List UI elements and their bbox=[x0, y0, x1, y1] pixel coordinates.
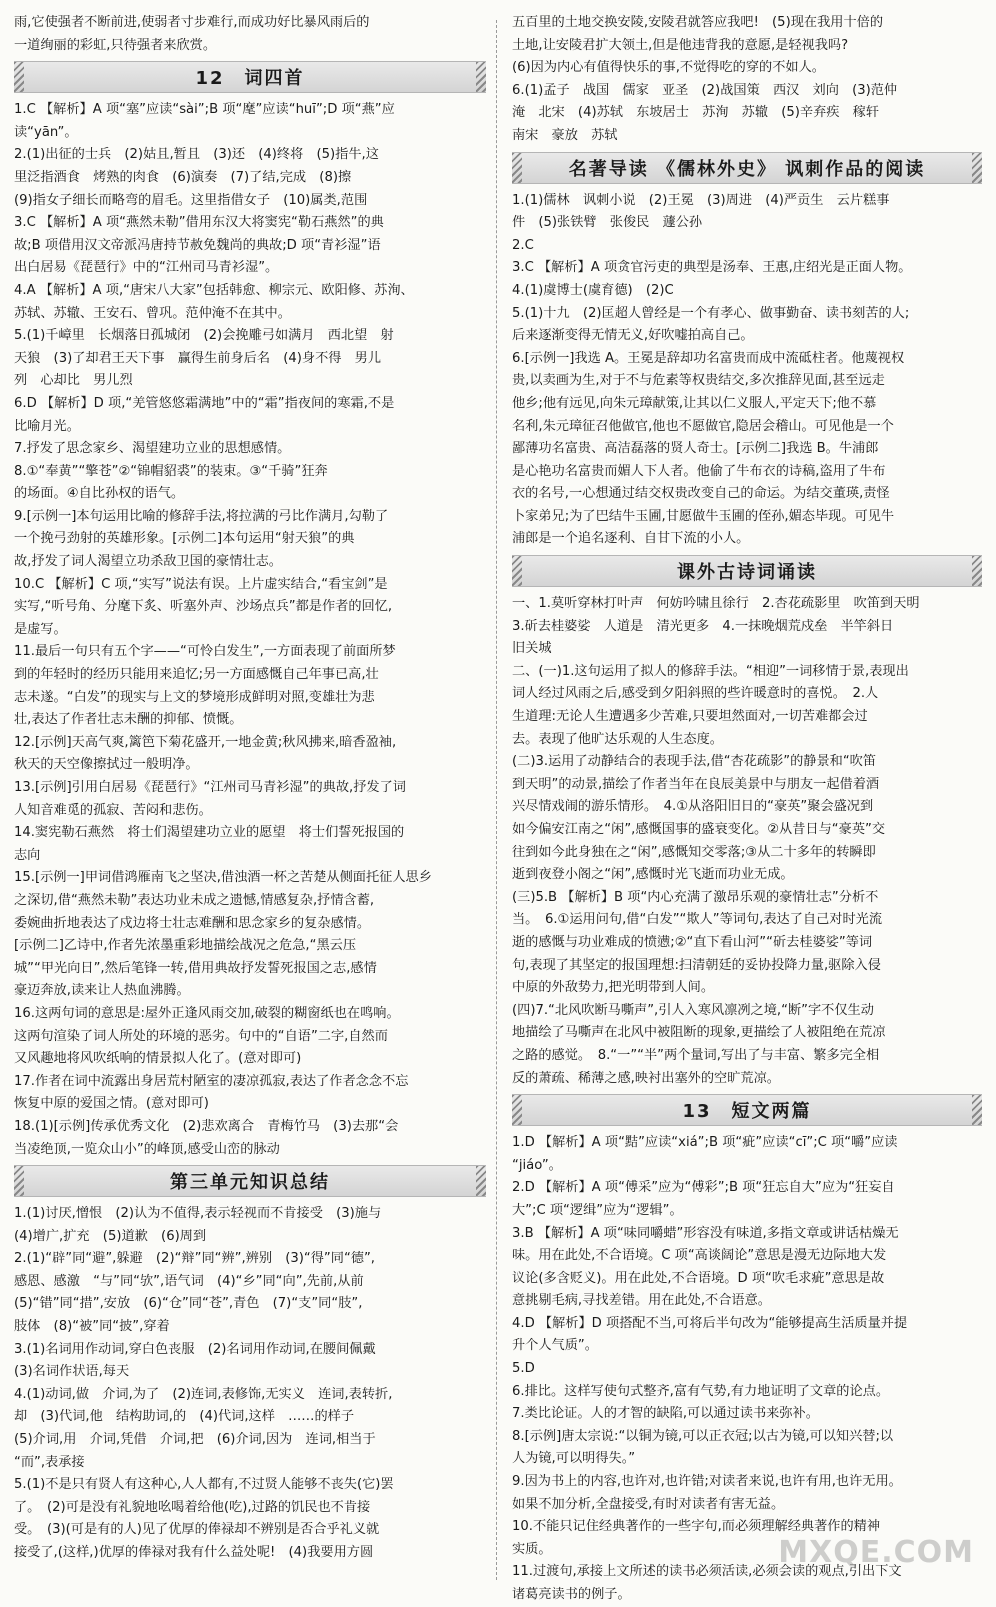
answer-line: (5)介词,用 介词,凭借 介词,把 (6)介词,因为 连词,相当于 bbox=[14, 1432, 376, 1448]
answer-line: 10.不能只记住经典著作的一些字句,而必须理解经典著作的精神 bbox=[512, 1519, 881, 1535]
answer-line: 他乡;他有远见,向朱元璋献策,让其以仁义服人,平定天下;他不慕 bbox=[512, 395, 877, 411]
answer-line: 五百里的土地交换安陵,安陵君就答应我吧! (5)现在我用十倍的 bbox=[512, 15, 884, 30]
answer-line: 3.C 【解析】A 项“燕然未勒”借用东汉大将窦宪“勒石燕然”的典 bbox=[14, 215, 384, 231]
site-watermark: MXQE.COM bbox=[778, 1535, 974, 1570]
answer-line: 浦郎是一个追名逐利、自甘下流的小人。 bbox=[512, 531, 750, 547]
answer-line: 1.(1)儒林 讽刺小说 (2)王冕 (3)周进 (4)严贡生 云片糕事 bbox=[512, 192, 890, 208]
answer-line: 14.窦宪勒石燕然 将士们渴望建功立业的愿望 将士们誓死报国的 bbox=[14, 825, 405, 841]
answer-line: 卜家弟兄;为了巴结牛玉圃,甘愿做牛玉圃的侄孙,媚态毕现。可见牛 bbox=[512, 508, 895, 524]
answer-line: 苏轼、苏辙、王安石、曾巩。范仲淹不在其中。 bbox=[14, 305, 291, 321]
section-header-unit3 bbox=[14, 1165, 486, 1197]
answer-line: 9.[示例一]本句运用比喻的修辞手法,将拉满的弓比作满月,勾勒了 bbox=[14, 508, 389, 524]
answer-line: 一、1.莫听穿林打叶声 何妨吟啸且徐行 2.杏花疏影里 吹笛到天明 bbox=[512, 596, 920, 612]
answer-line: 土地,让安陵君扩大领土,但是他违背我的意愿,是轻视我吗? bbox=[512, 37, 849, 53]
answer-line: 逝的感慨与功业难成的愤懑;②“直下看山河”“斫去桂婆娑”等词 bbox=[512, 934, 873, 950]
answer-line: 受。 (3)(可是有的人)见了优厚的俸禄却不辨别是否合乎礼义就 bbox=[14, 1522, 380, 1538]
answer-line: 去。表现了他旷达乐观的人生态度。 bbox=[512, 731, 723, 747]
answer-line: 实质。 bbox=[512, 1541, 552, 1557]
answer-line: 是心艳功名富贵而媚人下人者。他偷了牛布衣的诗稿,盗用了牛布 bbox=[512, 463, 886, 479]
answer-line: 一道绚丽的彩虹,只待强者来欣赏。 bbox=[14, 37, 217, 53]
answer-line: 志向 bbox=[14, 847, 41, 863]
answer-line: 12.[示例]天高气爽,篱笆下菊花盛开,一地金黄;秋风拂来,暗香盈袖, bbox=[14, 734, 397, 750]
answer-line: 7.抒发了思念家乡、渴望建功立业的思想感情。 bbox=[14, 441, 291, 457]
answer-line: 句,表现了其坚定的报国理想:扫清朝廷的妥协投降力量,驱除入侵 bbox=[512, 957, 881, 973]
answer-line: [示例二]乙诗中,作者先浓墨重彩地描绘战况之危急,“黑云压 bbox=[14, 938, 357, 954]
answer-line: 贵,以卖画为生,对于不与危素等权贵结交,多次推辞见面,甚至远走 bbox=[512, 373, 885, 389]
answer-line: 人为镜,可以明得失。” bbox=[512, 1451, 636, 1467]
answer-line: 4.(1)虞博士(虞育德) (2)C bbox=[512, 282, 674, 298]
answer-line: 议论(多含贬义)。用在此处,不合语境。D 项“吹毛求疵”意思是故 bbox=[512, 1270, 885, 1286]
answer-line: 读“yān”。 bbox=[14, 124, 78, 140]
answer-line: 人知音难觅的孤寂、苦闷和悲伤。 bbox=[14, 802, 212, 818]
answer-line: 5.(1)千嶂里 长烟落日孤城闭 (2)会挽雕弓如满月 西北望 射 bbox=[14, 328, 394, 344]
answer-line: 7.类比论证。人的才智的缺陷,可以通过读书来弥补。 bbox=[512, 1406, 819, 1422]
section-header-13 bbox=[512, 1094, 982, 1126]
answer-line: 二、(一)1.这句运用了拟人的修辞手法。“相迎”一词移情于景,表现出 bbox=[512, 663, 909, 679]
answer-line: 如今偏安江南之“闲”,感慨国事的盛衰变化。②从昔日与“豪英”交 bbox=[512, 822, 886, 837]
answer-line: 南宋 豪放 苏轼 bbox=[512, 127, 618, 143]
answer-line: 感恩、感激 “与”同“欤”,语气词 (4)“乡”同“向”,先前,从前 bbox=[14, 1273, 364, 1289]
answer-line: 反的萧疏、稀薄之感,映衬出塞外的空旷荒凉。 bbox=[512, 1070, 780, 1086]
answer-line: 地描绘了马嘶声在北风中被阻断的现象,更描绘了人被阻绝在荒凉 bbox=[512, 1025, 886, 1041]
answer-line: 18.(1)[示例]传承优秀文化 (2)悲欢离合 青梅竹马 (3)去那“会 bbox=[14, 1118, 399, 1134]
answer-line: 这两句渲染了词人所处的环境的恶劣。句中的“自语”二字,自然而 bbox=[14, 1028, 388, 1044]
answer-line: 11.过渡句,承接上文所述的读书必须活读,必须会读的观点,引出下文 bbox=[512, 1564, 902, 1580]
answer-line: 5.(1)不是只有贤人有这种心,人人都有,不过贤人能够不丧失(它)罢 bbox=[14, 1477, 394, 1493]
answer-line: 故;B 项借用汉文帝派冯唐持节赦免魏尚的典故;D 项“青衫湿”语 bbox=[14, 237, 381, 253]
answer-line: 6.D 【解析】D 项,“羌管悠悠霜满地”中的“霜”指夜间的寒霜,不是 bbox=[14, 395, 395, 411]
answer-line: 15.[示例一]甲词借鸿雁南飞之坚决,借浊酒一杯之苦楚从侧面托征人思乡 bbox=[14, 870, 432, 886]
answer-line: 了。 (2)可是没有礼貌地吆喝着给他(吃),过路的饥民也不肯接 bbox=[14, 1499, 371, 1515]
answer-line: 升个人气质”。 bbox=[512, 1338, 598, 1354]
answer-line: 1.C 【解析】A 项“塞”应读“sài”;B 项“麾”应读“huī”;D 项“燕”应 bbox=[14, 102, 395, 118]
answer-line: 1.(1)讨厌,憎恨 (2)认为不值得,表示轻视而不肯接受 (3)施与 bbox=[14, 1206, 382, 1222]
answer-line: 一个挽弓劲射的英雄形象。[示例二]本句运用“射天狼”的典 bbox=[14, 531, 355, 547]
answer-line: “而”,表承接 bbox=[14, 1454, 85, 1470]
answer-line: 件 (5)张铁臂 张俊民 蘧公孙 bbox=[512, 215, 703, 231]
answer-line: 又风趣地将风吹纸响的情景拟人化了。(意对即可) bbox=[14, 1051, 302, 1067]
answer-line: 志未遂。“白发”的现实与上文的梦境形成鲜明对照,变雄壮为悲 bbox=[14, 689, 375, 705]
answer-line: 2.(1)“辟”同“避”,躲避 (2)“辩”同“辨”,辨别 (3)“得”同“德”, bbox=[14, 1251, 375, 1267]
answer-line: 是虚写。 bbox=[14, 621, 67, 637]
answer-line: 大”;C 项“逻缉”应为“逻辑”。 bbox=[512, 1202, 683, 1218]
answer-line: 雨,它使强者不断前进,使弱者寸步难行,而成功好比暴风雨后的 bbox=[14, 15, 370, 30]
answer-line: 当凌绝顶,一览众山小”的峰顶,感受山峦的脉动 bbox=[14, 1141, 280, 1157]
answer-line: 鄙薄功名富贵、高洁磊落的贤人奇士。[示例二]我选 B。牛浦郎 bbox=[512, 441, 879, 457]
answer-line: 17.作者在词中流露出身居荒村陋室的凄凉孤寂,表达了作者念念不忘 bbox=[14, 1073, 409, 1089]
answer-line: 3.B 【解析】A 项“味同嚼蜡”形容没有味道,多指文章或讲话枯燥无 bbox=[512, 1225, 899, 1241]
answer-line: 秋天的天空像擦拭过一般明净。 bbox=[14, 757, 199, 773]
answer-line: 豪迈奔放,读来让人热血沸腾。 bbox=[14, 983, 190, 999]
answer-line: 淹 北宋 (4)苏轼 东坡居士 苏洵 苏辙 (5)辛弃疾 稼轩 bbox=[512, 105, 880, 121]
answer-line: 壮,表达了作者壮志未酬的抑郁、愤慨。 bbox=[14, 712, 243, 728]
answer-line: 接受了,(这样,)优厚的俸禄对我有什么益处呢! (4)我要用方圆 bbox=[14, 1545, 374, 1560]
answer-line: 8.①“奉黄”“擎苍”②“锦帽貂裘”的装束。③“千骑”狂奔 bbox=[14, 463, 328, 479]
section-header-poems bbox=[512, 555, 982, 587]
answer-line: 4.D 【解析】D 项搭配不当,可将后半句改为“能够提高生活质量并提 bbox=[512, 1315, 908, 1331]
section-header-12 bbox=[14, 61, 486, 93]
answer-line: 到天明”的动景,描绘了作者当年在良辰美景中与朋友一起借着酒 bbox=[512, 776, 880, 792]
answer-line: 11.最后一句只有五个字——“可怜白发生”,一方面表现了前面所梦 bbox=[14, 644, 396, 660]
answer-line: (三)5.B 【解析】B 项“内心充满了激昂乐观的豪情壮志”分析不 bbox=[512, 889, 879, 905]
column-divider bbox=[496, 20, 497, 1580]
right-intro bbox=[512, 12, 982, 148]
answer-line: 13.[示例]引用白居易《琵琶行》“江州司马青衫湿”的典故,抒发了词 bbox=[14, 780, 406, 795]
answer-line: 后来逐渐变得无情无义,好吹嘘拍高自己。 bbox=[512, 328, 754, 344]
answer-line: “jiáo”。 bbox=[512, 1157, 562, 1173]
answer-line: 如果不加分析,全盘接受,有时对读者有害无益。 bbox=[512, 1496, 785, 1512]
section-title-poems: 课外古诗词诵读 bbox=[677, 562, 817, 584]
answer-line: 委婉曲折地表达了戍边将士壮志难酬和思念家乡的复杂感情。 bbox=[14, 915, 371, 931]
answer-line: 中原的外敌势力,把光明带到人间。 bbox=[512, 980, 715, 996]
answer-line: 之深切,借“燕然未勒”表达功业未成之遗憾,情感复杂,抒情含蓄, bbox=[14, 892, 375, 908]
answer-line: 2.(1)出征的士兵 (2)姑且,暂且 (3)还 (4)终将 (5)指牛,这 bbox=[14, 147, 379, 163]
answer-line: 的场面。④自比孙权的语气。 bbox=[14, 486, 185, 502]
answer-line: (5)“错”同“措”,安放 (6)“仓”同“苍”,青色 (7)“支”同“肢”, bbox=[14, 1296, 363, 1312]
answer-line: 4.(1)动词,做 介词,为了 (2)连词,表修饰,无实义 连词,表转折, bbox=[14, 1386, 393, 1402]
answer-line: (二)3.运用了动静结合的表现手法,借“杏花疏影”的静景和“吹笛 bbox=[512, 754, 877, 770]
answer-line: 词人经过风雨之后,感受到夕阳斜照的些许暖意时的喜悦。 2.人 bbox=[512, 686, 879, 702]
answer-line: 到的年轻时的经历只能用来追忆;另一方面感慨自己年事已高,壮 bbox=[14, 667, 379, 683]
answer-line: 恢复中原的爱国之情。(意对即可) bbox=[14, 1096, 209, 1112]
answer-line: 5.D bbox=[512, 1361, 535, 1377]
section-unit3-body bbox=[14, 1203, 486, 1565]
answer-line: 2.D 【解析】A 项“傅采”应为“傅彩”;B 项“狂忘自大”应为“狂妄自 bbox=[512, 1180, 895, 1196]
answer-line: 里泛指酒食 烤熟的肉食 (6)演奏 (7)了结,完成 (8)擦 bbox=[14, 169, 352, 185]
answer-line: 6.排比。这样写使句式整齐,富有气势,有力地证明了文章的论点。 bbox=[512, 1383, 890, 1399]
answer-line: (四)7.“北风吹断马嘶声”,引人入寒风凛冽之境,“断”字不仅生动 bbox=[512, 1002, 874, 1018]
answer-line: 当。 6.①运用问句,借“白发”“欺人”等词句,表达了自己对时光流 bbox=[512, 912, 883, 928]
answer-line: 3.斫去桂婆娑 人道是 清光更多 4.一抹晚烟荒戍垒 半竿斜日 bbox=[512, 618, 894, 634]
left-intro bbox=[14, 12, 486, 57]
answer-line: 5.(1)十九 (2)匡超人曾经是一个有孝心、做事勤奋、读书刻苦的人; bbox=[512, 305, 910, 321]
section-header-rulin bbox=[512, 152, 982, 184]
answer-line: 衣的名号,一心想通过结交权贵改变自己的命运。为结交董瑛,责怪 bbox=[512, 486, 890, 502]
answer-line: 3.(1)名词用作动词,穿白色丧服 (2)名词用作动词,在腰间佩戴 bbox=[14, 1341, 376, 1357]
answer-line: 列 心却比 男儿烈 bbox=[14, 373, 133, 389]
answer-line: 9.因为书上的内容,也许对,也许错;对读者来说,也许有用,也许无用。 bbox=[512, 1474, 902, 1490]
answer-line: 肢体 (8)“被”同“披”,穿着 bbox=[14, 1319, 170, 1335]
answer-line: 意挑剔毛病,寻找差错。用在此处,不合语意。 bbox=[512, 1293, 771, 1309]
answer-line: (9)指女子细长而略弯的眉毛。这里指借女子 (10)属类,范围 bbox=[14, 192, 368, 208]
left-column bbox=[14, 12, 486, 1565]
answer-line: 8.[示例]唐太宗说:“以铜为镜,可以正衣冠;以古为镜,可以知兴替;以 bbox=[512, 1428, 894, 1444]
answer-line: 1.D 【解析】A 项“黠”应读“xiá”;B 项“疵”应读“cī”;C 项“嚼”应读 bbox=[512, 1135, 898, 1151]
section-title-unit3: 第三单元知识总结 bbox=[170, 1172, 330, 1194]
answer-line: 往到如今此身独在之“闲”,感慨知交零落;③从二十多年的转瞬即 bbox=[512, 844, 876, 860]
answer-line: 之路的感觉。 8.“一”“半”两个量词,写出了与丰富、繁多完全相 bbox=[512, 1047, 880, 1063]
answer-line: (4)增广,扩充 (5)道歉 (6)周到 bbox=[14, 1228, 207, 1244]
section-title-rulin: 名著导读 《儒林外史》 讽刺作品的阅读 bbox=[568, 158, 926, 180]
answer-line: 故,抒发了词人渴望立功杀敌卫国的豪情壮志。 bbox=[14, 554, 282, 570]
answer-line: (6)因为内心有值得快乐的事,不觉得吃的穿的不如人。 bbox=[512, 60, 825, 76]
answer-line: 16.这两句词的意思是:屋外正逢风雨交加,破裂的糊窗纸也在鸣响。 bbox=[14, 1005, 400, 1021]
section-rulin-body bbox=[512, 190, 982, 552]
answer-line: 4.A 【解析】A 项,“唐宋八大家”包括韩愈、柳宗元、欧阳修、苏洵、 bbox=[14, 282, 414, 298]
section-title-12: 12 词四首 bbox=[195, 68, 305, 90]
answer-line: 味。用在此处,不合语境。C 项“高谈阔论”意思是漫无边际地大发 bbox=[512, 1248, 887, 1264]
answer-line: 6.(1)孟子 战国 儒家 亚圣 (2)战国策 西汉 刘向 (3)范仲 bbox=[512, 82, 898, 98]
answer-line: 3.C 【解析】A 项贪官污吏的典型是汤奉、王惠,庄绍光是正面人物。 bbox=[512, 260, 912, 276]
answer-line: 天狼 (3)了却君王天下事 赢得生前身后名 (4)身不得 男儿 bbox=[14, 350, 382, 366]
answer-line: 比喻月光。 bbox=[14, 418, 80, 434]
answer-line: 兴尽情戏闹的游乐情形。 4.①从洛阳旧日的“豪英”聚会盛况到 bbox=[512, 799, 874, 815]
answer-line: 逝到夜登小阁之“闲”,感慨时光飞逝而功业无成。 bbox=[512, 867, 794, 883]
right-column bbox=[512, 12, 982, 1607]
answer-line: 名利,朱元璋征召他做官,他也不愿做官,隐居会稽山。可见他是一个 bbox=[512, 418, 894, 434]
section-poems-body bbox=[512, 593, 982, 1090]
answer-line: 却 (3)代词,他 结构助词,的 (4)代词,这样 ……的样子 bbox=[14, 1409, 355, 1425]
answer-line: (3)名词作状语,每天 bbox=[14, 1364, 130, 1380]
answer-line: 旧关城 bbox=[512, 641, 552, 657]
answer-line: 实写,“听号角、分麾下炙、听塞外声、沙场点兵”都是作者的回忆, bbox=[14, 599, 393, 615]
answer-line: 出白居易《琵琶行》中的“江州司马青衫湿”。 bbox=[14, 260, 279, 276]
answer-line: 6.[示例一]我选 A。王冕是辞却功名富贵而成中流砥柱者。他蔑视权 bbox=[512, 350, 905, 366]
section-12-body bbox=[14, 99, 486, 1161]
answer-line: 诸葛亮读书的例子。 bbox=[512, 1587, 631, 1602]
section-title-13: 13 短文两篇 bbox=[682, 1101, 812, 1123]
answer-line: 城”“甲光向日”,然后笔锋一转,借用典故抒发誓死报国之志,感情 bbox=[14, 960, 377, 976]
answer-line: 生道理:无论人生遭遇多少苦难,只要坦然面对,一切苦难都会过 bbox=[512, 709, 868, 725]
answer-line: 10.C 【解析】C 项,“实写”说法有误。上片虚实结合,“看宝剑”是 bbox=[14, 576, 388, 592]
answer-line: 2.C bbox=[512, 237, 534, 253]
